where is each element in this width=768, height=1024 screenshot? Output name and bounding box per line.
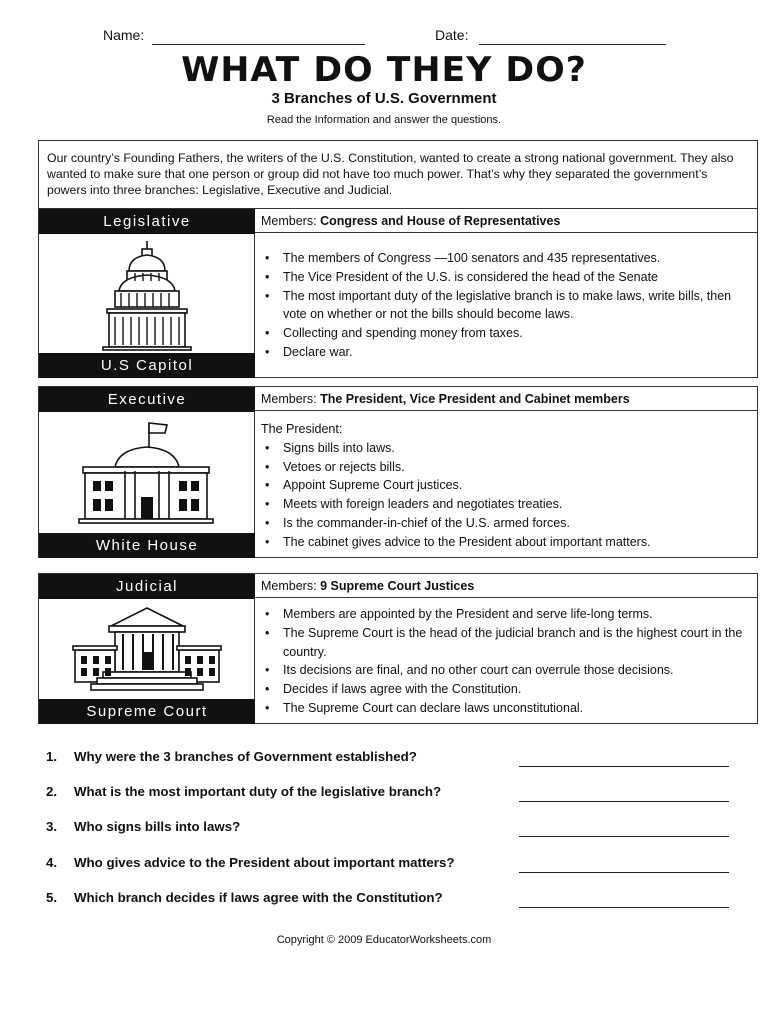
legislative-header: Legislative xyxy=(39,209,255,234)
supreme-court-label: Supreme Court xyxy=(39,699,255,724)
list-item: • Decides if laws agree with the Constitution. xyxy=(261,680,751,699)
president-lead: The President: xyxy=(261,422,343,436)
white-house-label: White House xyxy=(39,533,255,558)
list-item: • The Vice President of the U.S. is considered the head of the Senate xyxy=(261,268,751,287)
answer-line-4[interactable] xyxy=(519,872,729,873)
legislative-section xyxy=(38,208,758,378)
answer-line-2[interactable] xyxy=(519,801,729,802)
list-item: • Vetoes or rejects bills. xyxy=(261,458,751,477)
copyright: Copyright © 2009 EducatorWorksheets.com xyxy=(276,934,492,946)
list-item: • Appoint Supreme Court justices. xyxy=(261,476,751,495)
list-item: • The Supreme Court can declare laws unconstitutional. xyxy=(261,699,751,718)
answer-line-1[interactable] xyxy=(519,766,729,767)
legislative-facts xyxy=(261,249,751,362)
list-item: • Collecting and spending money from taxes. xyxy=(261,324,751,343)
list-item: • Declare war. xyxy=(261,343,751,362)
executive-members: Members: The President, Vice President and Cabinet members xyxy=(255,387,757,411)
date-field[interactable] xyxy=(479,44,666,45)
supreme-court-icon xyxy=(39,604,255,698)
answer-line-3[interactable] xyxy=(519,836,729,837)
executive-facts xyxy=(261,420,751,552)
list-item: • Is the commander-in-chief of the U.S. armed forces. xyxy=(261,514,751,533)
list-item: • Meets with foreign leaders and negotiates treaties. xyxy=(261,495,751,514)
name-field[interactable] xyxy=(152,44,365,45)
legislative-members-value: Congress and House of Representatives xyxy=(320,214,561,228)
question-4: 4. Who gives advice to the President about important matters? xyxy=(46,855,455,870)
question-3: 3. Who signs bills into laws? xyxy=(46,819,241,834)
list-item: • The cabinet gives advice to the President about important matters. xyxy=(261,533,751,552)
answer-line-5[interactable] xyxy=(519,907,729,908)
judicial-section xyxy=(38,573,758,724)
executive-members-value: The President, Vice President and Cabinet members xyxy=(320,392,630,406)
date-label: Date: xyxy=(435,27,469,43)
white-house-icon xyxy=(39,415,255,531)
name-label: Name: xyxy=(103,27,145,43)
list-item: • Its decisions are final, and no other court can overrule those decisions. xyxy=(261,661,751,680)
executive-section xyxy=(38,386,758,558)
list-item: • The Supreme Court is the head of the judicial branch and is the highest court in the country. xyxy=(261,624,751,662)
question-5: 5. Which branch decides if laws agree with the Constitution? xyxy=(46,890,443,905)
page-subtitle: 3 Branches of U.S. Government xyxy=(271,90,497,107)
instructions: Read the Information and answer the questions. xyxy=(266,114,502,126)
judicial-members: Members: 9 Supreme Court Justices xyxy=(255,574,757,598)
executive-header: Executive xyxy=(39,387,255,412)
judicial-facts xyxy=(261,605,751,718)
judicial-members-value: 9 Supreme Court Justices xyxy=(320,579,475,593)
list-item: • The most important duty of the legislative branch is to make laws, write bills, then vote on whether or not the bills should become laws. xyxy=(261,287,751,325)
list-item: • Signs bills into laws. xyxy=(261,439,751,458)
intro-paragraph: Our country’s Founding Fathers, the writers of the U.S. Constitution, wanted to create a strong national government. They also wanted to make sure that one person or group did not have too much power. That’s why they separated the government’s powers into three branches: Legislative, Executive and Judicial. xyxy=(38,140,758,208)
judicial-header: Judicial xyxy=(39,574,255,599)
legislative-members: Members: Congress and House of Representatives xyxy=(255,209,757,233)
question-2: 2. What is the most important duty of the legislative branch? xyxy=(46,784,442,799)
list-item: • The members of Congress —100 senators and 435 representatives. xyxy=(261,249,751,268)
list-item: • Members are appointed by the President and serve life-long terms. xyxy=(261,605,751,624)
question-1: 1. Why were the 3 branches of Government established? xyxy=(46,749,417,764)
capitol-icon xyxy=(39,237,255,351)
capitol-label: U.S Capitol xyxy=(39,353,255,378)
page-title: WHAT DO THEY DO? xyxy=(181,50,587,90)
